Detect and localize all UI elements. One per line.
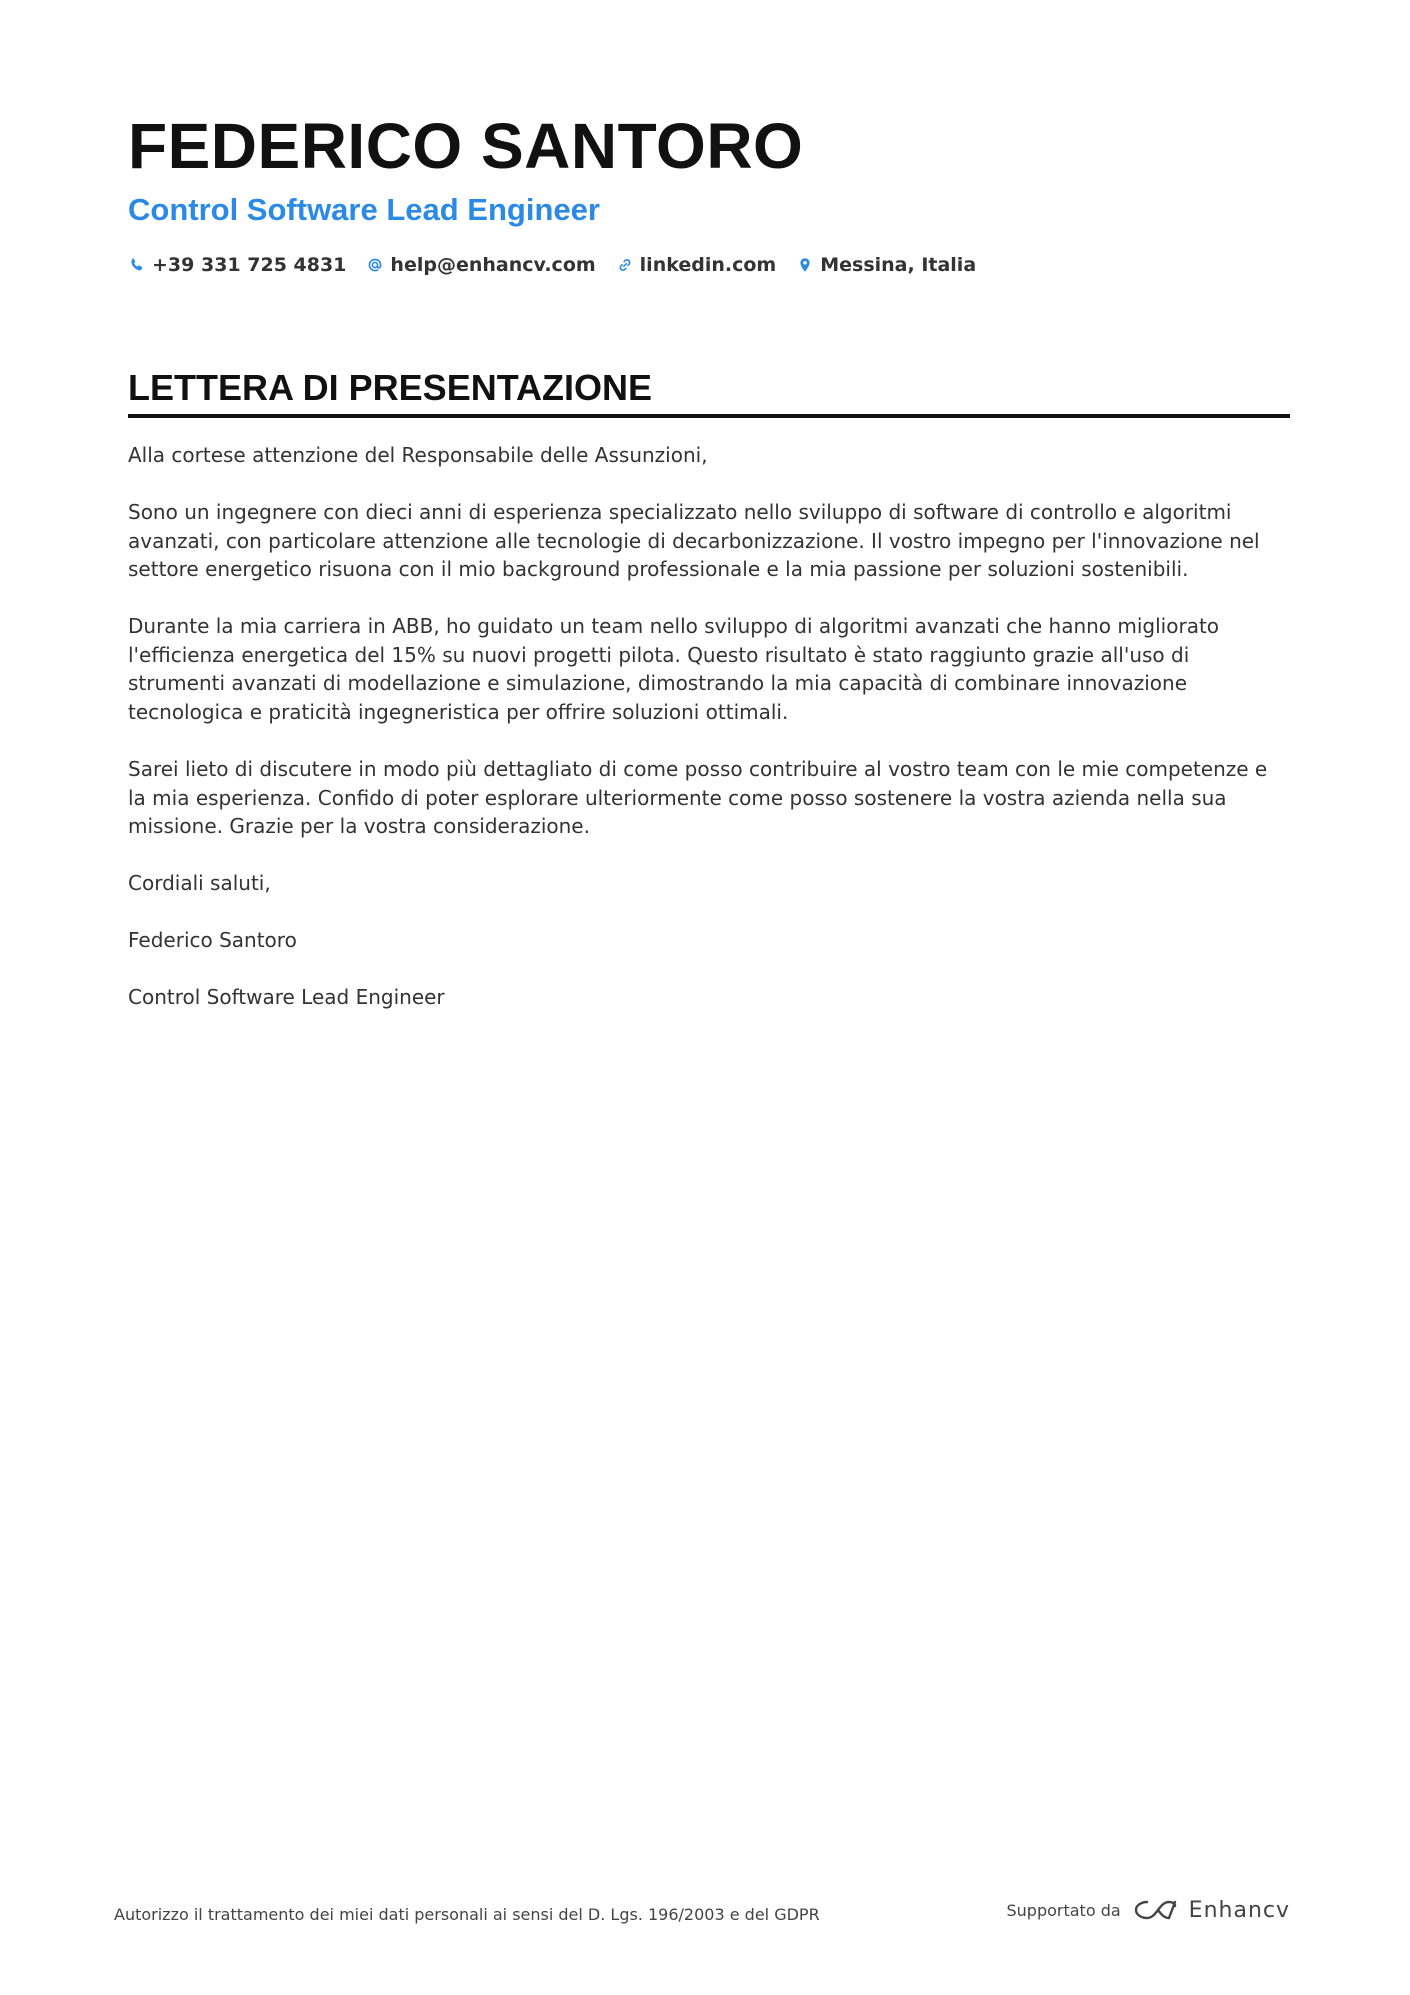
at-icon xyxy=(366,256,384,274)
powered-by-label: Supportato da xyxy=(1006,1900,1121,1920)
phone-icon xyxy=(128,256,146,274)
resume-header xyxy=(128,108,1290,280)
letter-paragraph: Sarei lieto di discutere in modo più dettagliato di come posso contribuire al vostro team con le mie competenze e la mia esperienza. Confido di poter esplorare ulteriormente come posso sostenere la vostra azienda nella sua missione. Grazie per la vostra considerazione. xyxy=(128,756,1268,839)
phone-number: +39 331 725 4831 xyxy=(152,254,347,276)
link-icon xyxy=(616,256,634,274)
signature-title: Control Software Lead Engineer xyxy=(128,985,445,1010)
letter-salutation: Alla cortese attenzione del Responsabile delle Assunzioni, xyxy=(128,443,708,467)
contact-bar xyxy=(128,250,1290,280)
location-pin-icon xyxy=(796,256,814,274)
candidate-job-title: Control Software Lead Engineer xyxy=(128,192,600,227)
letter-paragraph: Sono un ingegnere con dieci anni di esperienza specializzato nello sviluppo di software di controllo e algoritmi avanzati, con particolare attenzione alle tecnologie di decarbonizzazione. Il vostro impegno per l'innovazione nel settore energetico risuona con il mio background professionale e la mia passione per soluzioni sostenibili. xyxy=(128,499,1260,582)
page-footer xyxy=(114,1895,1290,1935)
email-address: help@enhancv.com xyxy=(390,254,596,276)
privacy-consent: Autorizzo il trattamento dei miei dati personali ai sensi del D. Lgs. 196/2003 e del GDPR xyxy=(114,1905,820,1924)
section-divider xyxy=(128,414,1290,418)
contact-phone[interactable] xyxy=(128,254,346,276)
section-title: LETTERA DI PRESENTAZIONE xyxy=(128,367,653,408)
letter-body xyxy=(128,441,1290,1040)
letter-closing: Cordiali saluti, xyxy=(128,871,271,896)
signature-name: Federico Santoro xyxy=(128,928,297,953)
location-text: Messina, Italia xyxy=(820,254,977,276)
linkedin-url: linkedin.com xyxy=(639,254,777,276)
powered-by[interactable] xyxy=(1007,1897,1291,1923)
contact-email[interactable] xyxy=(366,254,595,276)
letter-paragraph: Durante la mia carriera in ABB, ho guidato un team nello sviluppo di algoritmi avanzati che hanno migliorato l'efficienza energetica del 15% su nuovi progetti pilota. Questo risultato è stato raggiunto grazie all'uso di strumenti avanzati di modellazione e simulazione, dimostrando la mia capacità di combinare innovazione tecnologica e praticità ingegneristica per offrire soluzioni ottimali. xyxy=(128,614,1220,724)
contact-location xyxy=(796,254,976,276)
candidate-name: FEDERICO SANTORO xyxy=(128,110,804,182)
section-header xyxy=(128,366,1290,418)
enhancv-logo-icon xyxy=(1133,1897,1179,1923)
contact-linkedin[interactable] xyxy=(616,254,777,276)
brand-name: Enhancv xyxy=(1188,1897,1290,1923)
